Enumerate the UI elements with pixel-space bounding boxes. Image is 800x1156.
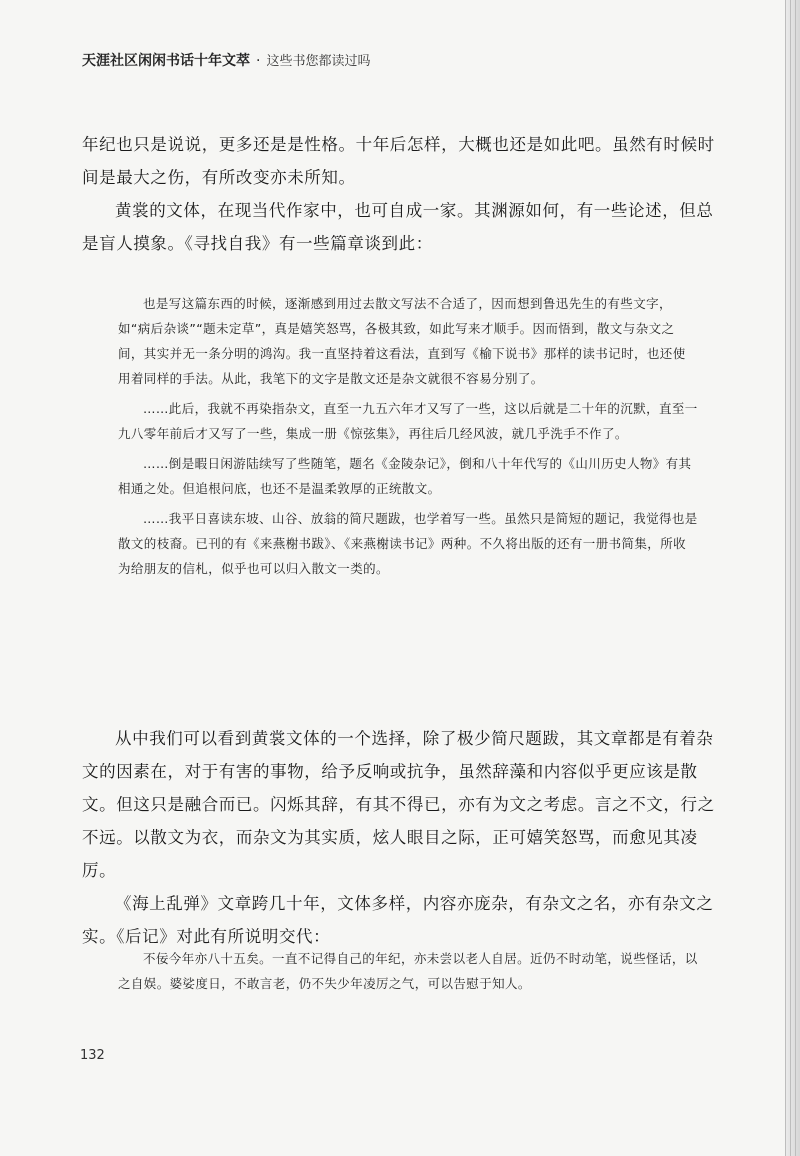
block-quote-2 <box>118 946 698 1001</box>
header-separator: · <box>256 53 261 69</box>
page-edge <box>786 0 800 1156</box>
body-text-top <box>82 128 722 260</box>
quote-paragraph: 也是写这篇东西的时候，逐渐感到用过去散文写法不合适了，因而想到鲁迅先生的有些文字，如“病后杂谈”“题未定草”，真是嬉笑怒骂，各极其致，如此写来才顺手。因而悟到，散文与杂文之间，其实并无一条分明的鸿沟。我一直坚持着这看法，直到写《榆下说书》那样的读书记时，也还使用着同样的手法。从此，我笔下的文字是散文还是杂文就很不容易分别了。 <box>118 296 686 386</box>
quote-paragraph: ……倒是暇日闲游陆续写了些随笔，题名《金陵杂记》，倒和八十年代写的《山川历史人物》有其相通之处。但追根问底，也还不是温柔敦厚的正统散文。 <box>118 456 692 496</box>
quote-paragraph: ……此后，我就不再染指杂文，直至一九五六年才又写了一些，这以后就是二十年的沉默，直至一九八零年前后才又写了一些，集成一册《惊弦集》，再往后几经风波，就几乎洗手不作了。 <box>118 401 698 441</box>
running-header <box>82 50 370 70</box>
page-edge-line <box>785 0 786 1156</box>
body-text-middle <box>82 722 722 953</box>
page-edge-line <box>790 0 791 1156</box>
page-edge-line <box>795 0 796 1156</box>
book-title: 天涯社区闲闲书话十年文萃 <box>82 53 250 69</box>
paragraph: 年纪也只是说说，更多还是是性格。十年后怎样，大概也还是如此吧。虽然有时候时间是最大之伤，有所改变亦未所知。 <box>82 135 715 187</box>
section-title: 这些书您都读过吗 <box>266 54 371 69</box>
paragraph: 《海上乱弹》文章跨几十年，文体多样，内容亦庞杂，有杂文之名，亦有杂文之实。《后记》对此有所说明交代： <box>82 894 714 946</box>
page-number: 132 <box>80 1048 105 1063</box>
paragraph: 从中我们可以看到黄裳文体的一个选择，除了极少简尺题跋，其文章都是有着杂文的因素在，对于有害的事物，给予反响或抗争，虽然辞藻和内容似乎更应该是散文。但这只是融合而已。闪烁其辞，有其不得已，亦有为文之考虑。言之不文，行之不远。以散文为衣，而杂文为其实质，炫人眼目之际，正可嬉笑怒骂，而愈见其凌厉。 <box>82 729 715 880</box>
quote-paragraph: ……我平日喜读东坡、山谷、放翁的简尺题跋，也学着写一些。虽然只是简短的题记，我觉得也是散文的枝裔。已刊的有《来燕榭书跋》、《来燕榭读书记》两种。不久将出版的还有一册书简集，所收为给朋友的信札，似乎也可以归入散文一类的。 <box>118 511 698 576</box>
block-quote-1 <box>118 291 698 586</box>
quote-paragraph: 不佞今年亦八十五矣。一直不记得自己的年纪，亦未尝以老人自居。近仍不时动笔，说些怪话，以之自娱。婆娑度日，不敢言老，仍不失少年凌厉之气，可以告慰于知人。 <box>118 951 698 991</box>
paragraph: 黄裳的文体，在现当代作家中，也可自成一家。其渊源如何，有一些论述，但总是盲人摸象。《寻找自我》有一些篇章谈到此： <box>82 201 714 253</box>
